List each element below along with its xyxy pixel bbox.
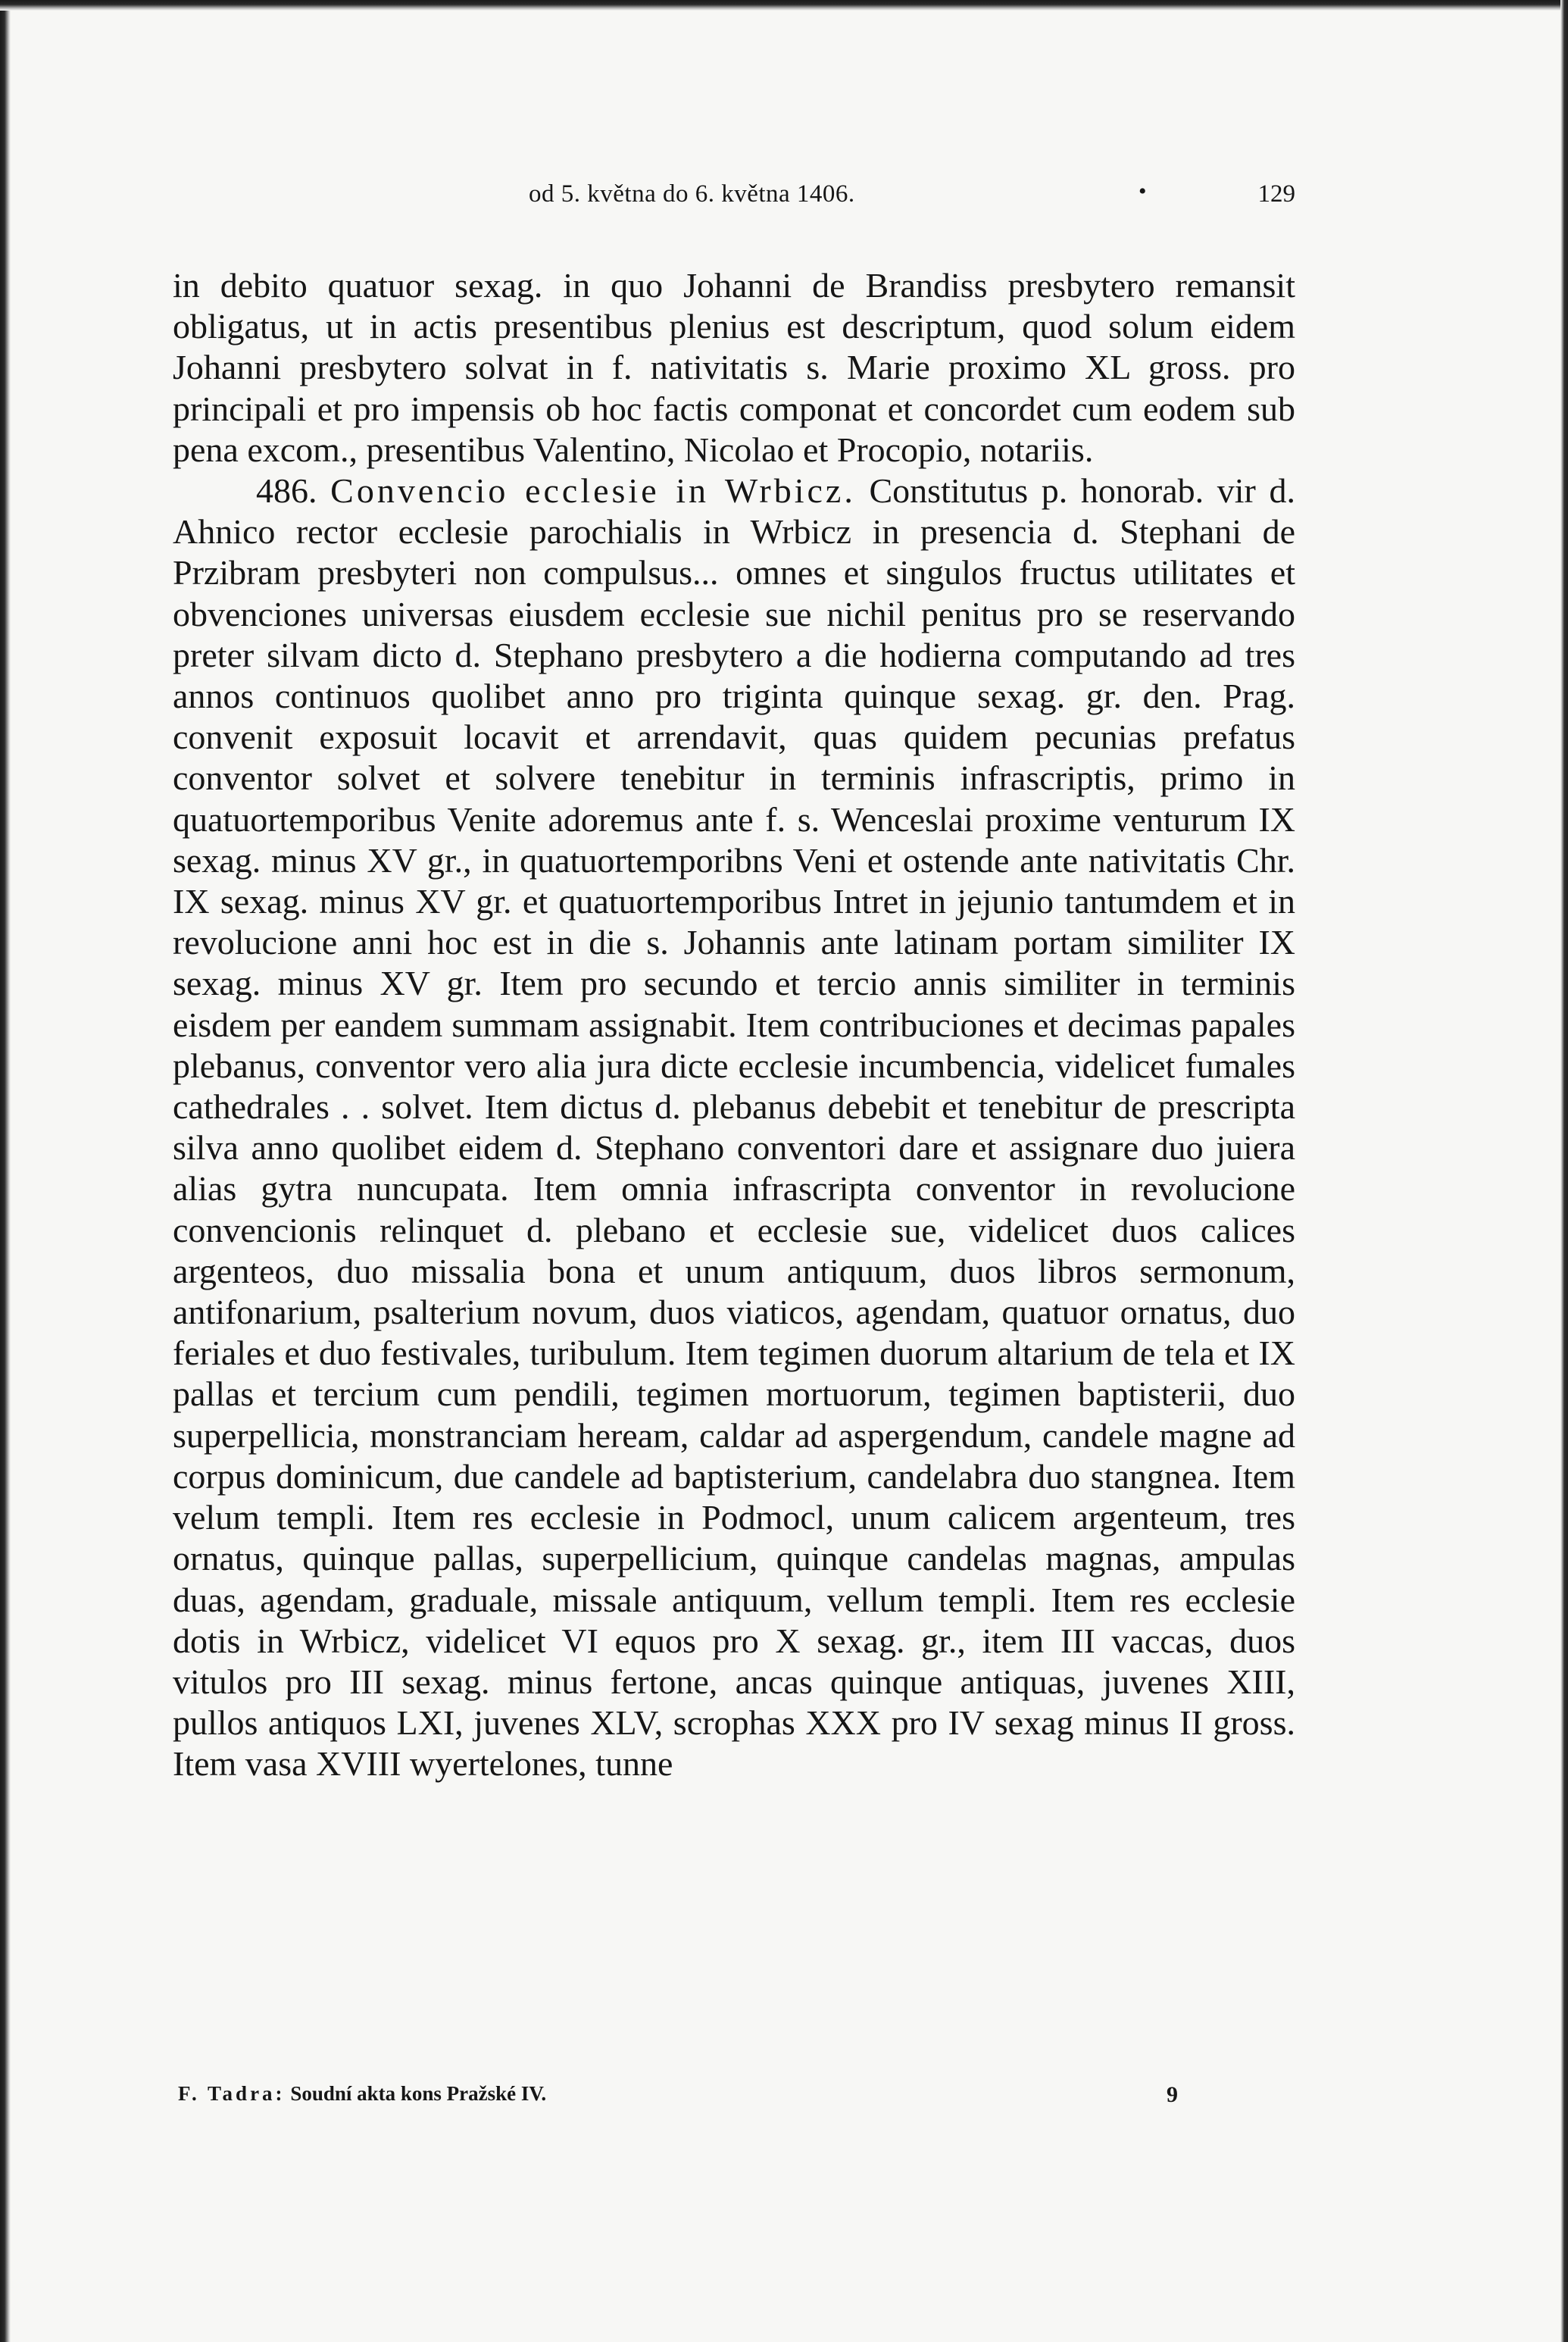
footer-source [178,2082,546,2106]
running-head-separator: • [1139,179,1147,204]
entry-486 [173,471,1295,1785]
running-head [173,180,1295,218]
paragraph-continuation: in debito quatuor sexag. in quo Johanni de Brandiss presbytero remansit obligatus, ut in actis presentibus plenius est descriptum, quod solum eidem Johanni presbytero solvat in f. nativitatis s. Marie proximo XL gross. pro principali et pro impensis ob hoc factis componat et concordet cum eodem sub pena excom., presentibus Valentino, Nicolao et Procopio, notariis. [173,266,1295,469]
page-number: 129 [1257,180,1295,208]
entry-heading: Convencio ecclesie in Wrbicz. [330,471,856,511]
scan-border-left [0,0,11,2342]
page-body [173,265,1295,1785]
scan-border-right [1560,0,1568,2342]
page-footer [178,2082,1223,2117]
entry-text: Constitutus p. honorab. vir d. Ahnico rector ecclesie parochialis in Wrbicz in presencia d. Stephani de Przibram presbyteri non compulsus... omnes et singulos fructus utilitates et obvenciones universas eiusdem ecclesie sue nichil penitus pro se reservando preter silvam dicto d. Stephano presbytero a die hodierna computando ad tres annos continuos quolibet anno pro triginta quinque sexag. gr. den. Prag. convenit exposuit locavit et arrendavit, quas quidem pecunias prefatus conventor solvet et solvere tenebitur in terminis infrascriptis, primo in quatuortemporibus Venite adoremus ante f. s. Wenceslai proxime venturum IX sexag. minus XV gr., in quatuortemporibns Veni et ostende ante nativitatis Chr. IX sexag. minus XV gr. et quatuortemporibus Intret in jejunio tantumdem et in revolucione anni hoc est in die s. Johannis ante latinam portam similiter IX sexag. minus XV gr. Item pro secundo et tercio annis similiter in terminis eisdem per eandem summam assignabit. Item contribuciones et decimas papales plebanus, conventor vero alia jura dicte ecclesie incumbencia, videlicet fumales cathedrales . . solvet. Item dictus d. plebanus debebit et tenebitur de prescripta silva anno quolibet eidem d. Stephano conventori dare et assignare duo juiera alias gytra nuncupata. Item omnia infrascripta conventor in revolucione convencionis relinquet d. plebano et ecclesie sue, videlicet duos calices argenteos, duo missalia bona et unum antiquum, duos libros sermonum, antifonarium, psalterium novum, duos viaticos, agendam, quatuor ornatus, duo feriales et duo festivales, turibulum. Item tegimen duorum altarium de tela et IX pallas et tercium cum pendili, tegimen mortuorum, tegimen baptisterii, duo superpellicia, monstranciam heream, caldar ad aspergendum, candele magne ad corpus dominicum, due candele ad baptisterium, candelabra duo stangnea. Item velum templi. Item res ecclesie in Podmocl, unum calicem argenteum, tres ornatus, quinque pallas, superpellicium, quinque candelas magnas, ampulas duas, agendam, graduale, missale antiquum, vellum templi. Item res ecclesie dotis in Wrbicz, videlicet VI equos pro X sexag. gr., item III vaccas, duos vitulos pro III sexag. minus fertone, ancas quinque antiquas, juvenes XIII, pullos antiquos LXI, juvenes XLV, scrophas XXX pro IV sexag minus II gross. Item vasa XVIII wyertelones, tunne [173,471,1295,1784]
footer-work: Soudní akta kons Pražské IV. [290,2082,547,2105]
running-head-title: od 5. května do 6. května 1406. [529,180,855,208]
entry-number: 486. [256,471,317,511]
sheet-signature: 9 [1167,2082,1178,2107]
scan-border-top [0,0,1568,11]
footer-author: F. Tadra: [178,2082,286,2105]
